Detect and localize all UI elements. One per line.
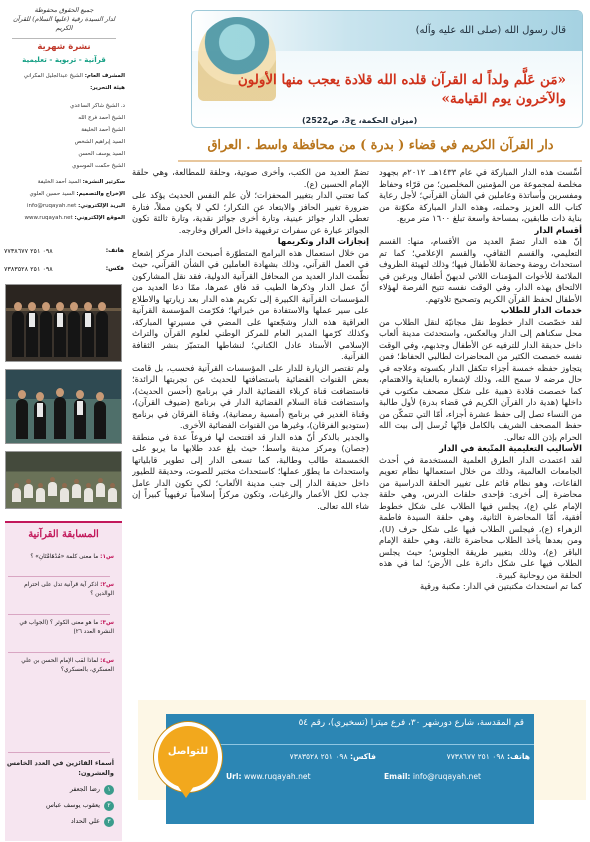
rights-line: جميع الحقوق محفوظة bbox=[34, 6, 94, 14]
email-link[interactable]: info@ruqayah.net bbox=[412, 772, 481, 781]
credit-label: الموقع الإلكتروني: bbox=[74, 215, 125, 221]
credit-line: السيد إبراهيم الشخص bbox=[74, 139, 125, 145]
rights-line: لدار السيدة رقية (عليها السلام) للقرآن الكريم bbox=[12, 15, 116, 32]
person-figure bbox=[12, 311, 24, 357]
person-figure bbox=[74, 399, 86, 439]
winner-number: ٢ bbox=[104, 801, 114, 811]
phone-line bbox=[447, 752, 530, 761]
paragraph: كما تم استحداث مكتبتين في الدار: مكتبة ورقية bbox=[419, 581, 582, 591]
credit-value: السيد حسين العلوي bbox=[29, 191, 75, 197]
credit-label: البريد الإلكتروني: bbox=[78, 203, 125, 209]
divider bbox=[8, 652, 110, 653]
winners-title: أسماء الفائزين في العدد الخامس والعشرون: bbox=[6, 759, 114, 777]
article-column-left bbox=[132, 167, 369, 687]
contest-question bbox=[4, 619, 114, 637]
sidebar bbox=[0, 0, 127, 842]
fax-label: فاكس: bbox=[349, 752, 376, 761]
section-heading: الأساليب التعليمية المتّبعة في الدار bbox=[439, 443, 582, 453]
url-label: Url: bbox=[226, 772, 242, 781]
credit-label: هيئة التحرير: bbox=[90, 85, 125, 91]
credit-line bbox=[6, 202, 125, 210]
credit-line bbox=[6, 190, 125, 198]
credit-label: سكرتير النشرة: bbox=[82, 179, 125, 185]
ceremony-photo bbox=[5, 369, 122, 444]
rights-notice bbox=[6, 6, 122, 33]
hadith-banner bbox=[191, 10, 583, 128]
question-number: س٢: bbox=[100, 582, 114, 588]
winner-item bbox=[4, 815, 114, 827]
newsletter-type: نشرة شهرية bbox=[37, 42, 91, 52]
question-number: س١: bbox=[100, 554, 114, 560]
fax-line bbox=[290, 752, 376, 761]
phone-label: هاتف: bbox=[105, 247, 124, 254]
question-number: س٣: bbox=[100, 620, 114, 626]
winner-name: رضا الجعفر bbox=[69, 785, 100, 793]
newsletter-tags: قرآنية - تربوية - تعليمية bbox=[22, 55, 106, 64]
question-text: اذكر آية قرآنية تدل على احترام الوالدين ؟ bbox=[24, 582, 114, 597]
winner-number: ٣ bbox=[104, 817, 114, 827]
person-figure bbox=[34, 401, 46, 439]
student-figure bbox=[60, 488, 69, 502]
divider bbox=[8, 752, 110, 753]
credit-line: الشيخ أحمد الخليفة bbox=[81, 127, 125, 133]
paragraph: أُسِّست هذه الدار المباركة في عام ١٤٣٣هـ. ٢٠١٢م بجهود مخلصة لمجموعة من المؤمنين المخلصين؛ من قرّاء وحفاظ ومفسرين وأساتذة وعاملين في الشأن القرآني؛ لأجل رعاية كتاب الله العزيز وحملته، وهذه الدار المباركة مكوّنة من بناية ذات طابقين، بمساحة واسعة تبلغ ١٦٠٠ متر مربع. bbox=[379, 167, 582, 223]
phone-label: هاتف: bbox=[506, 752, 530, 761]
fax-value: ٠٩٨ ٢٥١ ٧٣٨٣٥٢٨ bbox=[4, 265, 53, 273]
contest-question bbox=[4, 657, 114, 675]
url-link[interactable]: www.ruqayah.net bbox=[243, 772, 311, 781]
person-figure bbox=[82, 311, 94, 357]
student-figure bbox=[108, 488, 117, 502]
person-figure bbox=[54, 397, 66, 439]
credit-line: السيد يوسف الحسن bbox=[78, 151, 125, 157]
hadith-caption: قال رسول الله (صلى الله عليه وآله) bbox=[415, 25, 566, 36]
contact-badge-label: للتواصل bbox=[167, 746, 209, 757]
student-figure bbox=[36, 488, 45, 502]
paragraph: والجدير بالذكر أنّ هذه الدار قد افتتحت لها فروعاً عدة في منطقة (جصان) ومركز مدينة واسط؛ حيث بلغ عدد طلابها ما يربو على الخمسمئة طالب وطالبة، كما تسعى الدار إلى تطوير قابلياتها واستحداث ما يطوّر عملها؛ كاستحداث مختبر للصوت، وحديقة للطيور داخل حديقة الدار إلى جنب مدينة الألعاب؛ لكي تكون الدار عامل جذب لكل الأعمار والرغبات، وتكون مركزاً إسلامياً ترفيهياً كبيراً إن شاء الله تعالى. bbox=[132, 431, 369, 511]
credit-value: السيد أحمد الخليفة bbox=[37, 179, 81, 185]
student-figure bbox=[72, 484, 81, 498]
group-photo-men bbox=[5, 284, 122, 362]
winner-name: علي الحداد bbox=[70, 817, 100, 825]
person-figure bbox=[26, 311, 38, 357]
fax-line bbox=[4, 264, 124, 274]
headline-underline bbox=[178, 160, 582, 162]
person-figure bbox=[40, 311, 52, 357]
phone-line bbox=[4, 246, 124, 256]
url-line bbox=[226, 772, 311, 781]
credit-label: الإخراج والتصميم: bbox=[76, 191, 125, 197]
email-label: Email: bbox=[384, 772, 411, 781]
winner-item bbox=[4, 799, 114, 811]
credit-line: د. الشيخ شاكر الساعدي bbox=[70, 103, 125, 109]
contest-question bbox=[4, 553, 114, 562]
winner-item bbox=[4, 783, 114, 795]
paragraph: لقد خصّصت الدار خطوط نقل مجانيّة لنقل الطلاب من محل سكناهم إلى الدار وبالعكس، واستحدثت مدينة ألعاب داخل حديقة الدار للترفيه عن الأطفال وجذبهم، وفي الوقت نفسه خصصت الكثير من المحاضرات لطالبي الحفاظ؛ فمن يتجاوز حفظه خمسة أجزاء تتكفل الدار بكسوته وعلاجه في حال مرضه لا سمح الله، وذلك لإشعاره بالعناية والاهتمام، كما خصصت قلادة ذهبية على شكل مصحف مكتوب في داخلها (هدية دار القرآن الكريم في قضاء بدرة) لأول طالبة من النساء تصل إلى حفظ عشرة أجزاء، أمّا التي تتمكّن من حفظ المصحف الشريف بالكامل فإنّها تُرسل إلى بيت الله الحرام بإذن الله تعالى. bbox=[379, 316, 582, 442]
credit-line bbox=[6, 84, 125, 92]
question-text: ما هو معنى الكوثر ؟ (الجواب في النشرة العدد ٢٦) bbox=[19, 620, 114, 635]
person-figure bbox=[54, 311, 66, 357]
section-heading: خدمات الدار للطلاب bbox=[500, 305, 582, 315]
hadith-source: (ميزان الحكمة، ج3، ص2522) bbox=[302, 116, 418, 125]
person-figure bbox=[68, 311, 80, 357]
question-text: ما معنى كلمة «مُدْهَامَّتَانِ» ؟ bbox=[30, 554, 99, 560]
person-figure bbox=[96, 311, 108, 357]
credit-line bbox=[6, 178, 125, 186]
fax-label: فكس: bbox=[105, 265, 124, 272]
contact-badge bbox=[140, 710, 236, 822]
person-figure bbox=[94, 401, 106, 439]
credit-line: الشيخ حكمت الموسوي bbox=[72, 163, 125, 169]
contest-question bbox=[4, 581, 114, 599]
credit-line: الشيخ أحمد فرج الله bbox=[78, 115, 125, 121]
credit-line bbox=[6, 214, 125, 222]
credit-label: المشرف العام: bbox=[84, 73, 125, 79]
question-text: لماذا لقب الإمام الحسن بن علي العسكري، بالعسكري؟ bbox=[21, 658, 114, 673]
question-number: س٤: bbox=[100, 658, 114, 664]
speech-bubble-icon bbox=[154, 722, 222, 792]
person-figure bbox=[16, 399, 28, 439]
hadith-text: «مَن عَلَّم ولداً له القرآن قلده الله قلادة يعجب منها الأولون والآخرون يوم القيامة» bbox=[237, 72, 566, 107]
student-figure bbox=[84, 488, 93, 502]
paragraph: لقد اعتمدت الدار الطرق العلمية المستخدمة في أحدث الجامعات العالمية، وذلك من خلال استعمالها نظام تعويم القاعات، وهو نظام قائم على تغيير الحلقة الدراسية من محاضرة إلى أخرى: فإحدى حلقات الدرس، وهي حلقة الإمام علي (ع)، يجلس فيها الطلاب على شكل خطوط أفقية، أمّا المحاضرة الثانية، وهي حلقة السيدة فاطمة الزهراء (ع)، فيجلس الطلاب فيها على شكل حرف (U)، ومن بعدها يأخذ الطلاب محاضرة ثالثة، وهي حلقة الإمام الباقر (ع)، وذلك بتغيير طريقة الجلوس؛ حيث يجلس الطلاب فيها على شكل دائرة على الأرض؛ لما في هذه الحلقة من روحانية كبيرة. bbox=[379, 454, 582, 580]
website-value[interactable]: www.ruqayah.net bbox=[24, 215, 73, 221]
phone-value: ٠٩٨ ٢٥١ ٧٧٣٨٦٧٧ bbox=[446, 752, 505, 761]
section-heading: أقسام الدار bbox=[534, 224, 582, 235]
phone-value: ٠٩٨ ٢٥١ ٧٧٣٨٦٧٧ bbox=[4, 247, 53, 255]
email-value[interactable]: info@ruqayah.net bbox=[27, 203, 77, 209]
section-heading: إنجازات الدار وتكريمها bbox=[277, 236, 369, 246]
winner-name: يعقوب يوسف عباس bbox=[45, 801, 100, 809]
speech-bubble-tail bbox=[178, 786, 194, 798]
divider bbox=[8, 614, 110, 615]
student-figure bbox=[96, 483, 105, 497]
address-text: قم المقدسة، شارع دورشهر ٣٠، فرع ميترا (تسخيري)، رقم ٥٤ bbox=[298, 718, 524, 728]
paragraph: إنّ هذه الدار تضمّ العديد من الأقسام، منها: القسم التعليمي، والقسم الثقافي، والقسم الإعلامي؛ كما تم استحداث روضة وحضانة للأطفال فيها؛ وذلك لتهيئة الظروف الملائمة للأخوات المؤمنات اللاتي لديهنّ أطفال ويرغبن في الالتحاق بهذه الدار، وفي الوقت نفسه تتيح الفرصة لهؤلاء الأطفال لحفظ القرآن الكريم وتصحيح تلاوتهم. bbox=[379, 236, 582, 304]
student-figure bbox=[48, 482, 57, 496]
winner-number: ١ bbox=[104, 785, 114, 795]
paragraph: ولم تقتصر الزيارة للدار على المؤسسات القرآنية فحسب، بل قامت بعض القنوات الفضائية باستضافتها للحديث عن تجربتها الرائدة؛ فاستضافت قناة كربلاء الفضائية الدار في برنامج (أحسن الحديث)، واستضافت قناة السلام الفضائية الدار في برنامج (ضيوف القرآن)، وقناة الغدير في برنامج (أمسية رمضانية)، وقناة الفرقان في برنامج (ستوديو الفرقان)، وغيرها من القنوات الفضائية الأخرى. bbox=[132, 362, 369, 430]
paragraph: تضمّ العديد من الكتب، وأخرى صوتية، وحلقة للمطالعة، وهي حلقة الإمام الحسين (ع). bbox=[132, 167, 369, 189]
divider bbox=[12, 38, 116, 39]
student-figure bbox=[24, 484, 33, 498]
paragraph: من خلال استعمال هذه البرامج المتطوّرة أصبحت الدار مركز إشعاع في العمل القرآني، وذلك بشهادة العاملين في الشأن القرآني، حيث نظّمت الدار العديد من المحافل القرآنية الدولية، فقد نقل المشاركون أنّ عمل الدار وذكرها الطيب قد فاق عمرها، ممّا دعا العديد من المؤسسات القرآنية الكبيرة إلى تكريم هذه الدار بعد زيارتها والاطلاع على سير عملها والاستفادة من خبراتها؛ فكرّمت المؤسسة القرآنية العراقية هذه الدار وشجّعتها على المضي في مسيرتها المباركة، وكذلك كرّمها المدير العام للمركز الوطني لعلوم القرآن والتراث الإسلامي الأستاذ عادل الكناني؛ لنشاطها المتميّز بنشر الثقافة القرآنية. bbox=[132, 247, 369, 361]
credit-line bbox=[6, 72, 125, 80]
paragraph: كما تعتني الدار بتغيير المحفزات؛ لأن علم النفس الحديث يؤكد على ضرورة تغيير الحافز والابتعاد عن التكرار؛ لكي لا يكون مملاً، فتارة تعطي الدار جوائز عينية، وتارة أخرى جوائز نقدية، وتارة ثالثة تكون الجوائز عبارة عن سفرات ترفيهية داخل العراق وخارجه. bbox=[132, 190, 369, 235]
contest-title: المسابقة القرآنية bbox=[28, 529, 99, 540]
email-line bbox=[384, 772, 481, 781]
divider bbox=[8, 576, 110, 577]
fax-value: ٠٩٨ ٢٥١ ٧٣٨٣٥٢٨ bbox=[289, 752, 348, 761]
students-photo bbox=[5, 451, 122, 509]
contact-footer bbox=[138, 700, 586, 836]
credit-value: الشيخ عبدالجليل المكراني bbox=[23, 73, 83, 79]
article-headline: دار القرآن الكريم في قضاء ( بدرة ) من محافظة واسط . العراق bbox=[207, 138, 554, 153]
student-figure bbox=[12, 488, 21, 502]
